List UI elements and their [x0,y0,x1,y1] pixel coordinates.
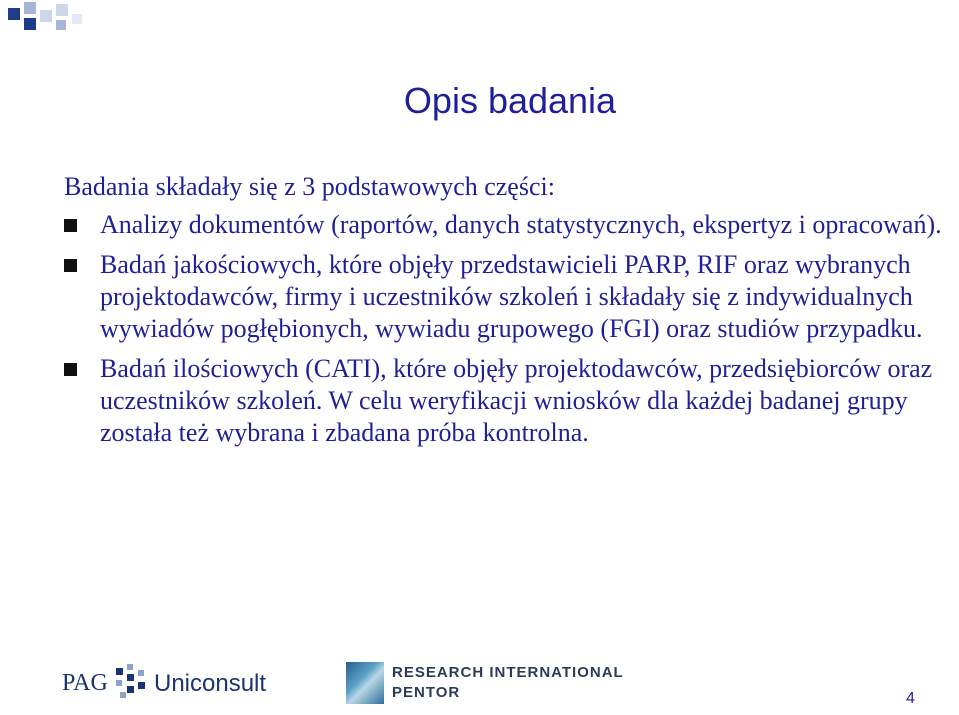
research-international-pentor-logo [346,662,646,708]
logo-line-2: PENTOR [392,684,461,701]
bullet-text: Analizy dokumentów (raportów, danych statystycznych, ekspertyz i opracowań). [100,210,942,239]
square-bullet-icon [64,363,77,376]
list-item [64,353,944,449]
list-item [64,209,944,241]
logo-line-1: RESEARCH INTERNATIONAL [392,664,624,681]
slide-title: Opis badania [403,80,617,121]
dots-logo-icon [112,664,152,704]
list-item [64,249,944,345]
page-number: 4 [906,690,915,707]
pag-uniconsult-logo [62,662,282,706]
square-bullet-icon [64,259,77,272]
bullet-text: Badań jakościowych, które objęły przedstawicieli PARP, RIF oraz wybranych projektodawców, firmy i uczestników szkoleń i składały się z indywidualnych wywiadów pogłębionych, wywiadu grupowego (FGI) oraz studiów przypadku. [100,250,923,343]
logo-pag-text: PAG [62,670,108,696]
bullet-list [64,209,944,457]
intro-text: Badania składały się z 3 podstawowych części: [64,172,555,201]
bullet-text: Badań ilościowych (CATI), które objęły projektodawców, przedsiębiorców oraz uczestników szkoleń. W celu weryfikacji wniosków dla każdej badanej grupy została też wybrana i zbadana próba kontrolna. [100,354,933,447]
square-bullet-icon [64,219,77,232]
corner-decoration [0,0,90,40]
logo-uniconsult-text: Uniconsult [154,670,267,697]
wave-logo-icon [346,662,384,704]
